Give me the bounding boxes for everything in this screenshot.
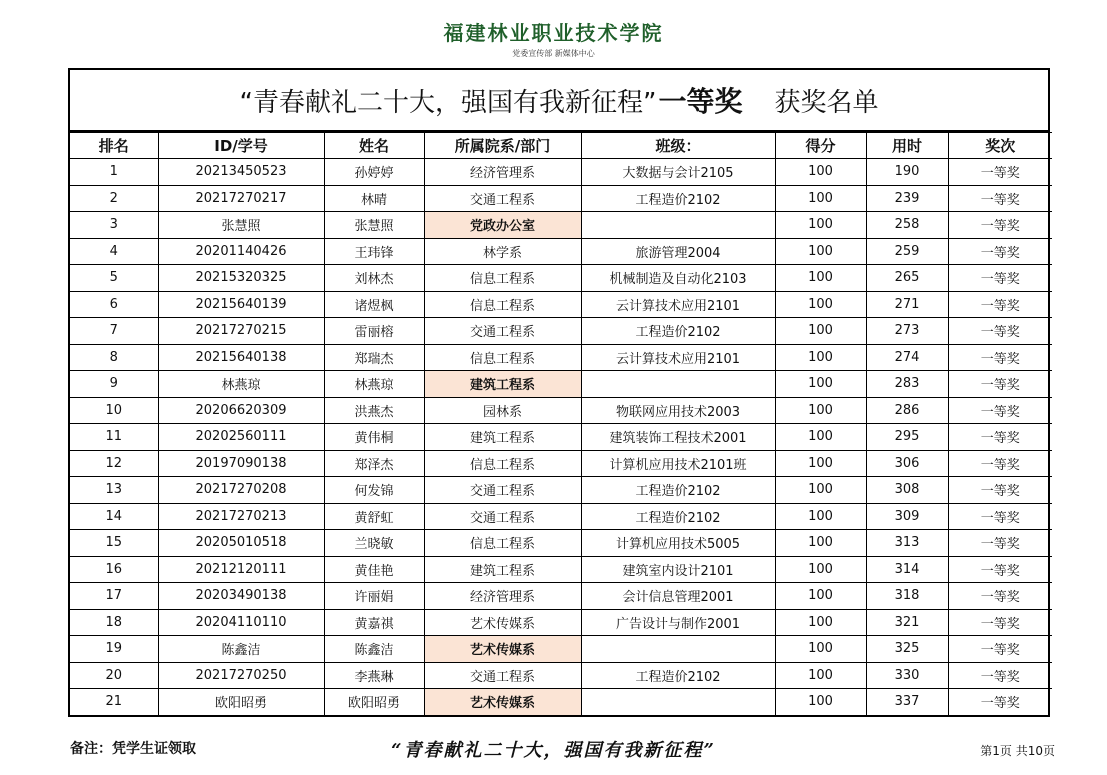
cell-award: 一等奖 bbox=[948, 689, 1052, 715]
cell-time: 309 bbox=[866, 503, 948, 530]
cell-award: 一等奖 bbox=[948, 636, 1052, 663]
cell-dept: 信息工程系 bbox=[424, 344, 581, 371]
cell-time: 258 bbox=[866, 212, 948, 239]
cell-score: 100 bbox=[775, 291, 866, 318]
cell-award: 一等奖 bbox=[948, 503, 1052, 530]
table-header-row bbox=[70, 133, 1052, 159]
cell-id: 20217270208 bbox=[158, 477, 324, 504]
cell-name: 孙婷婷 bbox=[324, 159, 424, 186]
cell-cls: 旅游管理2004 bbox=[581, 238, 775, 265]
page-header bbox=[0, 20, 1107, 59]
cell-dept: 艺术传媒系 bbox=[424, 689, 581, 715]
column-header: 班级： bbox=[581, 133, 775, 159]
table-row bbox=[70, 291, 1052, 318]
cell-rank: 21 bbox=[70, 689, 158, 715]
cell-id: 20212120111 bbox=[158, 556, 324, 583]
cell-dept: 交通工程系 bbox=[424, 185, 581, 212]
cell-rank: 18 bbox=[70, 609, 158, 636]
cell-name: 兰晓敏 bbox=[324, 530, 424, 557]
cell-award: 一等奖 bbox=[948, 265, 1052, 292]
cell-cls: 工程造价2102 bbox=[581, 662, 775, 689]
cell-rank: 3 bbox=[70, 212, 158, 239]
cell-dept: 林学系 bbox=[424, 238, 581, 265]
cell-award: 一等奖 bbox=[948, 212, 1052, 239]
cell-id: 20217270215 bbox=[158, 318, 324, 345]
cell-id: 20217270250 bbox=[158, 662, 324, 689]
cell-cls bbox=[581, 636, 775, 663]
cell-dept: 建筑工程系 bbox=[424, 424, 581, 451]
cell-dept: 交通工程系 bbox=[424, 477, 581, 504]
cell-score: 100 bbox=[775, 212, 866, 239]
cell-rank: 16 bbox=[70, 556, 158, 583]
cell-time: 330 bbox=[866, 662, 948, 689]
cell-time: 318 bbox=[866, 583, 948, 610]
cell-award: 一等奖 bbox=[948, 424, 1052, 451]
cell-rank: 10 bbox=[70, 397, 158, 424]
title-theme: “青春献礼二十大，强国有我新征程” bbox=[239, 87, 657, 118]
cell-award: 一等奖 bbox=[948, 344, 1052, 371]
column-header: 排名 bbox=[70, 133, 158, 159]
cell-dept: 交通工程系 bbox=[424, 662, 581, 689]
table-row bbox=[70, 397, 1052, 424]
cell-award: 一等奖 bbox=[948, 662, 1052, 689]
cell-cls: 广告设计与制作2001 bbox=[581, 609, 775, 636]
cell-time: 337 bbox=[866, 689, 948, 715]
table-row bbox=[70, 530, 1052, 557]
cell-dept: 建筑工程系 bbox=[424, 556, 581, 583]
cell-score: 100 bbox=[775, 397, 866, 424]
cell-dept: 交通工程系 bbox=[424, 503, 581, 530]
cell-score: 100 bbox=[775, 477, 866, 504]
cell-dept: 交通工程系 bbox=[424, 318, 581, 345]
cell-cls bbox=[581, 371, 775, 398]
cell-id: 20217270213 bbox=[158, 503, 324, 530]
cell-id: 陈鑫洁 bbox=[158, 636, 324, 663]
cell-score: 100 bbox=[775, 556, 866, 583]
award-sheet bbox=[68, 68, 1050, 717]
cell-time: 308 bbox=[866, 477, 948, 504]
department-label: 党委宣传部 新媒体中心 bbox=[512, 49, 595, 58]
footer-slogan: “青春献礼二十大，强国有我新征程” bbox=[391, 740, 716, 761]
cell-time: 306 bbox=[866, 450, 948, 477]
cell-dept: 信息工程系 bbox=[424, 530, 581, 557]
cell-dept: 党政办公室 bbox=[424, 212, 581, 239]
cell-cls: 建筑装饰工程技术2001 bbox=[581, 424, 775, 451]
cell-dept: 信息工程系 bbox=[424, 450, 581, 477]
cell-name: 诸煜枫 bbox=[324, 291, 424, 318]
cell-cls: 大数据与会计2105 bbox=[581, 159, 775, 186]
cell-time: 265 bbox=[866, 265, 948, 292]
cell-name: 欧阳昭勇 bbox=[324, 689, 424, 715]
cell-id: 20204110110 bbox=[158, 609, 324, 636]
table-row bbox=[70, 185, 1052, 212]
cell-award: 一等奖 bbox=[948, 397, 1052, 424]
cell-cls bbox=[581, 689, 775, 715]
cell-score: 100 bbox=[775, 503, 866, 530]
table-row bbox=[70, 265, 1052, 292]
cell-name: 郑瑞杰 bbox=[324, 344, 424, 371]
cell-cls: 机械制造及自动化2103 bbox=[581, 265, 775, 292]
cell-id: 欧阳昭勇 bbox=[158, 689, 324, 715]
cell-name: 张慧照 bbox=[324, 212, 424, 239]
cell-cls: 物联网应用技术2003 bbox=[581, 397, 775, 424]
cell-time: 274 bbox=[866, 344, 948, 371]
table-row bbox=[70, 450, 1052, 477]
cell-score: 100 bbox=[775, 159, 866, 186]
cell-name: 陈鑫洁 bbox=[324, 636, 424, 663]
column-header: 所属院系/部门 bbox=[424, 133, 581, 159]
cell-dept: 经济管理系 bbox=[424, 159, 581, 186]
column-header: 得分 bbox=[775, 133, 866, 159]
cell-time: 259 bbox=[866, 238, 948, 265]
footer-note: 备注：凭学生证领取 bbox=[70, 741, 196, 757]
cell-time: 313 bbox=[866, 530, 948, 557]
cell-rank: 17 bbox=[70, 583, 158, 610]
cell-rank: 5 bbox=[70, 265, 158, 292]
cell-id: 20215320325 bbox=[158, 265, 324, 292]
table-row bbox=[70, 477, 1052, 504]
table-row bbox=[70, 212, 1052, 239]
table-row bbox=[70, 424, 1052, 451]
cell-cls bbox=[581, 212, 775, 239]
cell-rank: 20 bbox=[70, 662, 158, 689]
cell-rank: 14 bbox=[70, 503, 158, 530]
title-award-level: 一等奖 bbox=[658, 85, 743, 118]
table-row bbox=[70, 662, 1052, 689]
cell-time: 314 bbox=[866, 556, 948, 583]
cell-score: 100 bbox=[775, 583, 866, 610]
cell-cls: 工程造价2102 bbox=[581, 185, 775, 212]
cell-award: 一等奖 bbox=[948, 556, 1052, 583]
cell-score: 100 bbox=[775, 636, 866, 663]
cell-cls: 云计算技术应用2101 bbox=[581, 344, 775, 371]
cell-cls: 计算机应用技术5005 bbox=[581, 530, 775, 557]
cell-rank: 12 bbox=[70, 450, 158, 477]
cell-name: 王玮锋 bbox=[324, 238, 424, 265]
cell-name: 洪燕杰 bbox=[324, 397, 424, 424]
cell-id: 20217270217 bbox=[158, 185, 324, 212]
cell-rank: 19 bbox=[70, 636, 158, 663]
cell-time: 239 bbox=[866, 185, 948, 212]
cell-award: 一等奖 bbox=[948, 318, 1052, 345]
cell-time: 325 bbox=[866, 636, 948, 663]
cell-cls: 会计信息管理2001 bbox=[581, 583, 775, 610]
cell-award: 一等奖 bbox=[948, 291, 1052, 318]
cell-time: 190 bbox=[866, 159, 948, 186]
cell-id: 20203490138 bbox=[158, 583, 324, 610]
cell-rank: 1 bbox=[70, 159, 158, 186]
winners-table bbox=[70, 132, 1052, 715]
cell-name: 雷丽榕 bbox=[324, 318, 424, 345]
column-header: 用时 bbox=[866, 133, 948, 159]
cell-name: 林燕琼 bbox=[324, 371, 424, 398]
cell-rank: 8 bbox=[70, 344, 158, 371]
cell-time: 321 bbox=[866, 609, 948, 636]
cell-cls: 工程造价2102 bbox=[581, 318, 775, 345]
cell-name: 黄伟桐 bbox=[324, 424, 424, 451]
cell-award: 一等奖 bbox=[948, 477, 1052, 504]
cell-id: 20205010518 bbox=[158, 530, 324, 557]
cell-score: 100 bbox=[775, 450, 866, 477]
cell-score: 100 bbox=[775, 344, 866, 371]
column-header: ID/学号 bbox=[158, 133, 324, 159]
cell-score: 100 bbox=[775, 318, 866, 345]
cell-award: 一等奖 bbox=[948, 371, 1052, 398]
table-row bbox=[70, 318, 1052, 345]
cell-award: 一等奖 bbox=[948, 530, 1052, 557]
cell-award: 一等奖 bbox=[948, 238, 1052, 265]
cell-score: 100 bbox=[775, 689, 866, 715]
table-row bbox=[70, 371, 1052, 398]
cell-award: 一等奖 bbox=[948, 159, 1052, 186]
cell-cls: 工程造价2102 bbox=[581, 503, 775, 530]
cell-time: 271 bbox=[866, 291, 948, 318]
cell-rank: 15 bbox=[70, 530, 158, 557]
cell-name: 黄佳艳 bbox=[324, 556, 424, 583]
cell-score: 100 bbox=[775, 371, 866, 398]
cell-award: 一等奖 bbox=[948, 450, 1052, 477]
cell-id: 20213450523 bbox=[158, 159, 324, 186]
table-row bbox=[70, 159, 1052, 186]
cell-rank: 13 bbox=[70, 477, 158, 504]
cell-name: 郑泽杰 bbox=[324, 450, 424, 477]
cell-cls: 云计算技术应用2101 bbox=[581, 291, 775, 318]
cell-rank: 2 bbox=[70, 185, 158, 212]
cell-name: 林晴 bbox=[324, 185, 424, 212]
cell-score: 100 bbox=[775, 662, 866, 689]
cell-id: 20215640138 bbox=[158, 344, 324, 371]
cell-time: 283 bbox=[866, 371, 948, 398]
cell-id: 20201140426 bbox=[158, 238, 324, 265]
cell-dept: 艺术传媒系 bbox=[424, 609, 581, 636]
cell-id: 20215640139 bbox=[158, 291, 324, 318]
cell-rank: 11 bbox=[70, 424, 158, 451]
cell-name: 许丽娟 bbox=[324, 583, 424, 610]
cell-cls: 工程造价2102 bbox=[581, 477, 775, 504]
column-header: 姓名 bbox=[324, 133, 424, 159]
cell-name: 黄舒虹 bbox=[324, 503, 424, 530]
table-row bbox=[70, 503, 1052, 530]
cell-id: 林燕琼 bbox=[158, 371, 324, 398]
cell-name: 何发锦 bbox=[324, 477, 424, 504]
cell-id: 张慧照 bbox=[158, 212, 324, 239]
cell-id: 20206620309 bbox=[158, 397, 324, 424]
page-number: 第1页 共10页 bbox=[980, 744, 1055, 758]
cell-score: 100 bbox=[775, 185, 866, 212]
table-row bbox=[70, 636, 1052, 663]
cell-dept: 经济管理系 bbox=[424, 583, 581, 610]
cell-dept: 信息工程系 bbox=[424, 291, 581, 318]
cell-name: 李燕琳 bbox=[324, 662, 424, 689]
cell-cls: 建筑室内设计2101 bbox=[581, 556, 775, 583]
table-row bbox=[70, 609, 1052, 636]
cell-rank: 9 bbox=[70, 371, 158, 398]
school-name-logo: 福建林业职业技术学院 bbox=[443, 21, 664, 45]
cell-id: 20197090138 bbox=[158, 450, 324, 477]
sheet-title bbox=[70, 70, 1048, 132]
table-row bbox=[70, 238, 1052, 265]
cell-score: 100 bbox=[775, 530, 866, 557]
cell-rank: 4 bbox=[70, 238, 158, 265]
cell-dept: 信息工程系 bbox=[424, 265, 581, 292]
cell-time: 273 bbox=[866, 318, 948, 345]
table-row bbox=[70, 556, 1052, 583]
cell-score: 100 bbox=[775, 265, 866, 292]
cell-dept: 园林系 bbox=[424, 397, 581, 424]
cell-id: 20202560111 bbox=[158, 424, 324, 451]
column-header: 奖次 bbox=[948, 133, 1052, 159]
cell-score: 100 bbox=[775, 609, 866, 636]
cell-score: 100 bbox=[775, 424, 866, 451]
cell-time: 286 bbox=[866, 397, 948, 424]
cell-rank: 7 bbox=[70, 318, 158, 345]
cell-name: 刘林杰 bbox=[324, 265, 424, 292]
cell-rank: 6 bbox=[70, 291, 158, 318]
table-row bbox=[70, 689, 1052, 715]
table-row bbox=[70, 583, 1052, 610]
title-list-label: 获奖名单 bbox=[774, 87, 879, 118]
cell-cls: 计算机应用技术2101班 bbox=[581, 450, 775, 477]
table-row bbox=[70, 344, 1052, 371]
cell-dept: 艺术传媒系 bbox=[424, 636, 581, 663]
cell-dept: 建筑工程系 bbox=[424, 371, 581, 398]
cell-award: 一等奖 bbox=[948, 609, 1052, 636]
cell-score: 100 bbox=[775, 238, 866, 265]
cell-time: 295 bbox=[866, 424, 948, 451]
cell-name: 黄嘉祺 bbox=[324, 609, 424, 636]
cell-award: 一等奖 bbox=[948, 583, 1052, 610]
cell-award: 一等奖 bbox=[948, 185, 1052, 212]
